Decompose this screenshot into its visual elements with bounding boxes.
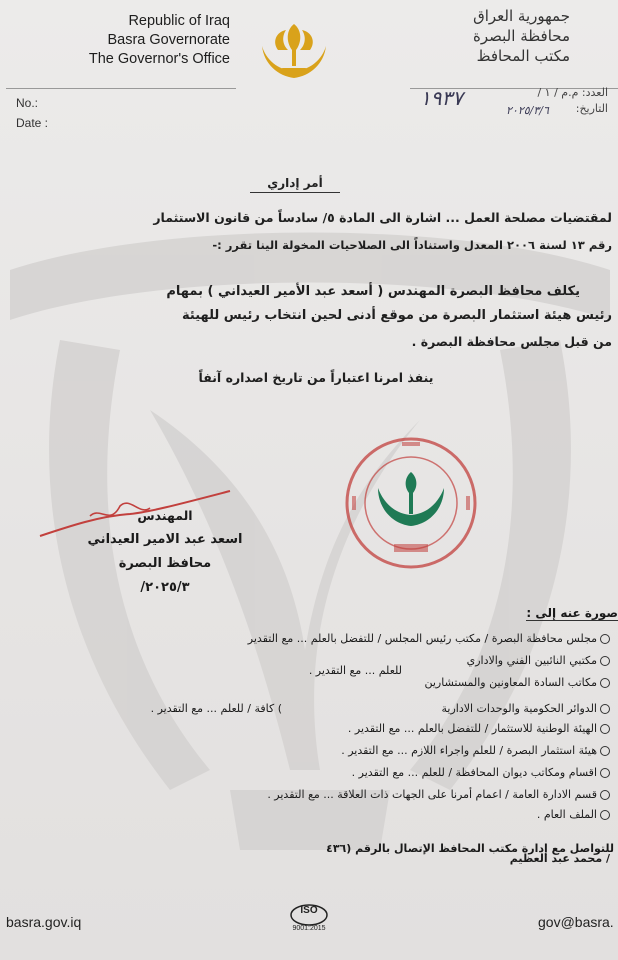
signature-date: ٢٠٢٥/٣/ (140, 580, 190, 595)
header-en-line3: The Governor's Office (88, 51, 230, 67)
para1-line1: لمقتضيات مصلحة العمل ... اشارة الى المادة ٥/ سادساً من قانون الاستثمار (153, 210, 612, 225)
basra-governorate-logo-icon (256, 16, 332, 84)
footer-website[interactable]: basra.gov.iq (6, 914, 82, 930)
signature-position: محافظ البصرة (118, 556, 212, 571)
copy-item-5 (341, 744, 610, 758)
copy-item-1 (248, 632, 610, 646)
header-english (40, 12, 230, 69)
copy-item-5-text: هيئة استثمار البصرة / للعلم واجراء اللازم ... مع التقدير . (341, 744, 597, 757)
effective-line: ينفذ امرنا اعتباراً من تاريخ اصداره آنفاً (198, 370, 434, 385)
copies-header: صورة عنه إلى : (526, 606, 618, 620)
handwritten-date: ٢٠٢٥/٣/٦ (506, 104, 549, 117)
header-rule-left (6, 88, 236, 89)
para2-line1: يكلف محافظ البصرة المهندس ( أسعد عبد الأمير العيداني ) بمهام (166, 284, 580, 299)
footer-initials: / محمد عبد العظيم (509, 852, 610, 865)
signature-name: اسعد عبد الامير العيداني (87, 532, 243, 547)
bullet-icon (600, 810, 610, 820)
copy-item-7-text: قسم الادارة العامة / اعمام أمرنا على الجهات ذات العلاقة ... مع التقدير . (267, 788, 597, 801)
iso-sub: 9001:2015 (292, 925, 326, 932)
signature-title: المهندس (137, 508, 193, 523)
copy-item-2b-text: مكاتب السادة المعاونين والمستشارين (424, 676, 597, 689)
copy-item-4 (348, 722, 610, 736)
document-title: أمر إداري (250, 176, 340, 193)
copy-item-2b (424, 676, 610, 690)
header-en-line1: Republic of Iraq (128, 13, 230, 29)
official-stamp-icon (344, 436, 478, 570)
para1-line2: رقم ١٣ لسنة ٢٠٠٦ المعدل واستناداً الى الصلاحيات المخولة الينا تقرر :- (212, 238, 612, 252)
copy-item-8 (537, 808, 610, 822)
copy-item-3-note: ) كافة / للعلم ... مع التقدير . (150, 702, 282, 715)
copy-item-4-text: الهيئة الوطنية للاستثمار / للتفضل بالعلم ... مع التقدير . (347, 722, 597, 735)
copy-item-6-text: اقسام ومكاتب ديوان المحافظة / للعلم ... مع التقدير . (351, 766, 597, 779)
header-ar-line2: محافظة البصرة (473, 27, 570, 45)
bullet-icon (600, 746, 610, 756)
copy-item-2-note: للعلم ... مع التقدير . (308, 664, 402, 677)
copy-item-8-text: الملف العام . (536, 808, 597, 821)
iso-label: ISO (300, 905, 318, 916)
footer-email[interactable]: gov@basra. (538, 914, 614, 930)
bullet-icon (600, 790, 610, 800)
copy-item-7 (267, 788, 610, 802)
footer-contact: للتواصل مع إدارة مكتب المحافظ الإتصال بالرقم (٤٣٦ (326, 842, 614, 855)
header-en-line2: Basra Governorate (107, 32, 230, 48)
copy-item-3 (442, 702, 611, 716)
date-label: Date : (16, 116, 49, 130)
bullet-icon (600, 634, 610, 644)
ar-no-label: العدد: م.م / ١ / (537, 86, 608, 99)
no-label: No.: (16, 96, 39, 110)
handwritten-number: ١٩٣٧ (420, 86, 463, 110)
bullet-icon (600, 704, 610, 714)
copy-item-6 (352, 766, 610, 780)
para2-line3: من قبل مجلس محافظة البصرة . (411, 334, 612, 349)
bullet-icon (600, 678, 610, 688)
bullet-icon (600, 656, 610, 666)
copy-item-3-text: الدوائر الحكومية والوحدات الادارية (441, 702, 597, 715)
header-ar-line1: جمهورية العراق (473, 7, 570, 25)
para2-line2: رئيس هيئة استثمار البصرة من موقع أدنى لحين انتخاب رئيس للهيئة (182, 308, 612, 323)
header-ar-line3: مكتب المحافظ (476, 47, 570, 65)
header-arabic (400, 6, 570, 66)
bullet-icon (600, 768, 610, 778)
bullet-icon (600, 724, 610, 734)
copy-item-1-text: مجلس محافظة البصرة / مكتب رئيس المجلس / للتفضل بالعلم ... مع التقدير (247, 632, 597, 645)
ar-date-label: التاريخ: (575, 102, 608, 115)
copy-item-2a (467, 654, 610, 668)
copy-item-2a-text: مكتبي النائبين الفني والاداري (466, 654, 597, 667)
